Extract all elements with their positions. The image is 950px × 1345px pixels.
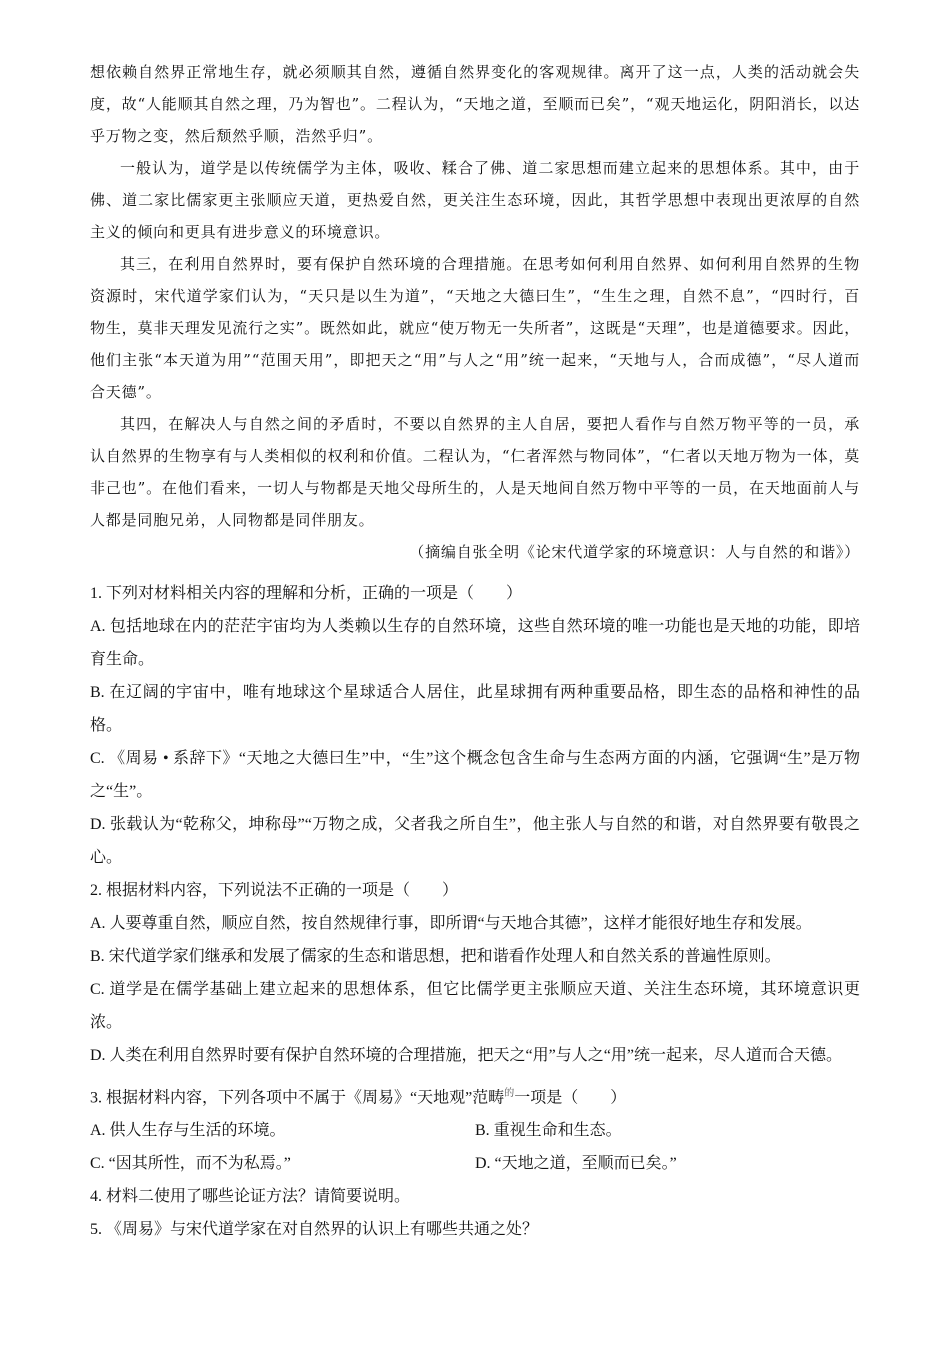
question-5: 5. 《周易》与宋代道学家在对自然界的认识上有哪些共通之处？: [90, 1221, 539, 1239]
question-2-stem: 2. 根据材料内容，下列说法不正确的一项是（ ）: [90, 882, 459, 899]
question-3-stem-before: 3. 根据材料内容，下列各项中不属于《周易》“天地观”范畴: [90, 1089, 505, 1107]
passage-paragraph-3: 其三，在利用自然界时，要有保护自然环境的合理措施。在思考如何利用自然界、如何利用自然界的生物资源时，宋代道学家们认为，“天只是以生为道”，“天地之大德曰生”，“生生之理，自然不息”，“四时行，百物生，莫非天理发见流行之实”。既然如此，就应“使万物无一失所者”，这既是“天理”，也是道德要求。因此，他们主张“本天道为用”“范围天用”，即把天之“用”与人之“用”统一起来，“天地与人，合而成德”，“尽人道而合天德”。: [90, 255, 860, 401]
question-1-option-c: C. 《周易 • 系辞下》“天地之大德曰生”中，“生”这个概念包含生命与生态两方面的内涵，它强调“生”是万物之“生”。: [90, 750, 860, 800]
question-3-option-c: C. “因其所性，而不为私焉。”: [90, 1155, 291, 1173]
question-3-stem-mark: 的: [504, 1088, 515, 1099]
question-1: [90, 577, 860, 874]
question-3-options-row-1: [90, 1114, 860, 1147]
question-3-option-d: D. “天地之道，至顺而已矣。”: [475, 1155, 677, 1173]
question-list: [90, 577, 860, 1246]
reading-passage: [90, 56, 860, 568]
question-1-option-b: B. 在辽阔的宇宙中，唯有地球这个星球适合人居住，此星球拥有两种重要品格，即生态的品格和神性的品格。: [90, 684, 860, 734]
question-1-stem: 1. 下列对材料相关内容的理解和分析，正确的一项是（ ）: [90, 585, 523, 602]
question-2: [90, 874, 860, 1072]
question-2-option-b: B. 宋代道学家们继承和发展了儒家的生态和谐思想，把和谐看作处理人和自然关系的普遍性原则。: [90, 948, 781, 965]
passage-source: （摘编自张全明《论宋代道学家的环境意识：人与自然的和谐》）: [409, 543, 860, 561]
question-4: 4. 材料二使用了哪些论证方法？请简要说明。: [90, 1188, 411, 1206]
question-3-option-b: B. 重视生命和生态。: [475, 1122, 622, 1140]
question-3-stem-after: 一项是（ ）: [514, 1089, 627, 1107]
question-2-option-a: A. 人要尊重自然，顺应自然，按自然规律行事，即所谓“与天地合其德”，这样才能很好地生存和发展。: [90, 915, 812, 932]
question-2-option-c: C. 道学是在儒学基础上建立起来的思想体系，但它比儒学更主张顺应天道、关注生态环境，其环境意识更浓。: [90, 981, 860, 1031]
question-1-option-d: D. 张载认为“乾称父，坤称母”“万物之成，父者我之所自生”，他主张人与自然的和谐，对自然界要有敬畏之心。: [90, 816, 860, 866]
question-3: [90, 1077, 860, 1180]
question-3-stem: [90, 1077, 860, 1114]
passage-paragraph-2: 一般认为，道学是以传统儒学为主体，吸收、糅合了佛、道二家思想而建立起来的思想体系。其中，由于佛、道二家比儒家更主张顺应天道，更热爱自然，更关注生态环境，因此，其哲学思想中表现出更浓厚的自然主义的倾向和更具有进步意义的环境意识。: [90, 159, 860, 241]
question-3-option-a: A. 供人生存与生活的环境。: [90, 1122, 286, 1140]
question-2-option-d: D. 人类在利用自然界时要有保护自然环境的合理措施，把天之“用”与人之“用”统一起来，尽人道而合天德。: [90, 1047, 842, 1064]
passage-paragraph-4: 其四，在解决人与自然之间的矛盾时，不要以自然界的主人自居，要把人看作与自然万物平等的一员，承认自然界的生物享有与人类相似的权利和价值。二程认为，“仁者浑然与物同体”，“仁者以天地万物为一体，莫非己也”。在他们看来，一切人与物都是天地父母所生的，人是天地间自然万物中平等的一员，在天地面前人与人都是同胞兄弟，人同物都是同伴朋友。: [90, 415, 860, 529]
passage-paragraph-1: 想依赖自然界正常地生存，就必须顺其自然，遵循自然界变化的客观规律。离开了这一点，人类的活动就会失度，故“人能顺其自然之理，乃为智也”。二程认为，“天地之道，至顺而已矣”，“观天地运化，阴阳消长，以达乎万物之变，然后颓然乎顺，浩然乎归”。: [90, 63, 860, 145]
question-3-options-row-2: [90, 1147, 860, 1180]
question-1-option-a: A. 包括地球在内的茫茫宇宙均为人类赖以生存的自然环境，这些自然环境的唯一功能也是天地的功能，即培育生命。: [90, 618, 860, 668]
